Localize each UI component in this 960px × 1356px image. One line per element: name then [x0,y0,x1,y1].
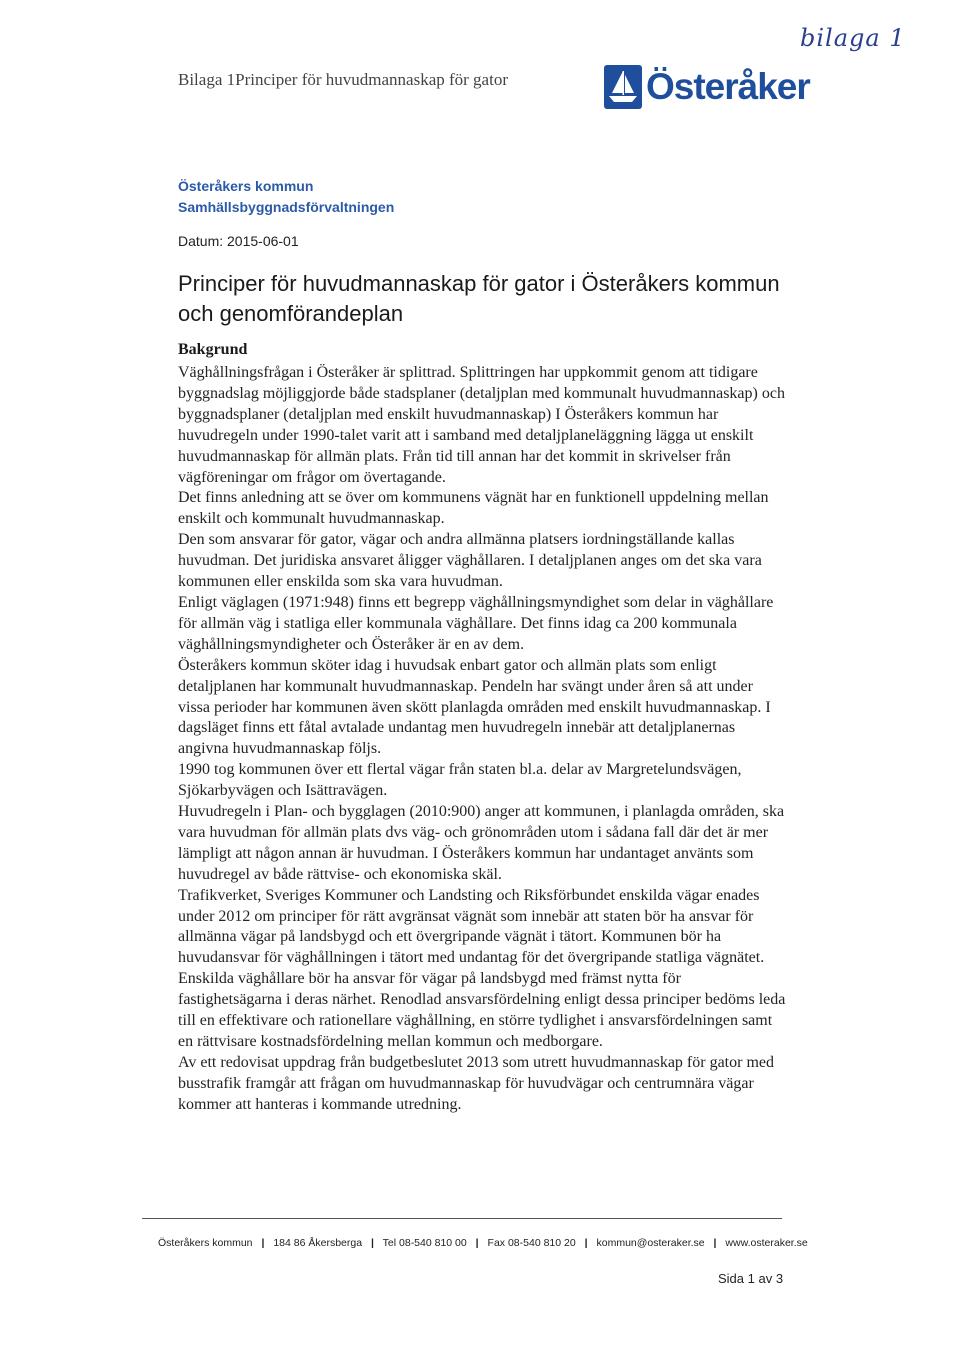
footer-org: Österåkers kommun [158,1237,253,1249]
footer-phone: Tel 08-540 810 00 [382,1237,467,1249]
footer-divider [142,1218,782,1219]
paragraph: Väghållningsfrågan i Österåker är splittrad. Splittringen har uppkommit genom att tidigare byggnadslag möjliggjorde både stadsplaner (detaljplan med kommunalt huvudmannaskap) och byggnadsplaner (detaljplan med enskilt huvudmannaskap) I Österåkers kommun har huvudregeln under 1990-talet varit att i samband med detaljplaneläggning lägga ut enskilt huvudmannaskap för allmän plats. Från tid till annan har det kommit in skrivelser från vägföreningar om frågor om övertagande. [178,364,785,486]
logo-wordmark: Österåker [646,66,810,107]
document-header-label: Bilaga 1Principer för huvudmannaskap för gator [178,70,508,89]
footer-contact [158,1237,808,1249]
handwritten-annotation: bilaga 1 [800,24,906,52]
osteraker-logo [604,64,810,110]
footer-email-link[interactable]: kommun@osteraker.se [596,1237,705,1249]
organization-block [178,176,394,218]
section-heading: Bakgrund [178,341,248,358]
org-name: Österåkers kommun [178,178,314,194]
document-title: Principer för huvudmannaskap för gator i Österåkers kommun och genomförandeplan [178,271,780,326]
paragraph: Österåkers kommun sköter idag i huvudsak enbart gator och allmän plats som enligt detaljplanen har kommunalt huvudmannaskap. Pendeln har svängt under åren så att under vissa perioder har kommunen även skött planlagda områden med enskilt huvudmannaskap. I dagsläget finns ett fåtal avtalade undantag men huvudregeln innebär att detaljplanernas angivna huvudmannaskap följs. [178,656,771,758]
footer-address: 184 86 Åkersberga [273,1237,363,1249]
paragraph: Enligt väglagen (1971:948) finns ett begrepp väghållningsmyndighet som delar in väghållare för allmän väg i statliga eller kommunala väghållare. Det finns idag ca 200 kommunala väghållningsmyndigheter och Österåker är en av dem. [178,593,774,653]
paragraph: Av ett redovisat uppdrag från budgetbeslutet 2013 som utrett huvudmannaskap för gator med busstrafik framgår att frågan om huvudmannaskap för huvudvägar och centrumnära vägar kommer att hanteras i kommande utredning. [178,1053,774,1113]
footer-separator: | [370,1237,374,1249]
document-date: Datum: 2015-06-01 [178,233,299,249]
footer-separator: | [261,1237,265,1249]
body-text [178,363,788,1116]
paragraph: Det finns anledning att se över om kommunens vägnät har en funktionell uppdelning mellan enskilt och kommunalt huvudmannaskap. [178,489,769,528]
org-department: Samhällsbyggnadsförvaltningen [178,199,395,215]
footer-separator: | [584,1237,588,1249]
paragraph: 1990 tog kommunen över ett flertal vägar från staten bl.a. delar av Margretelundsvägen, Sjökarbyvägen och Isättravägen. [178,761,742,800]
paragraph: Huvudregeln i Plan- och bygglagen (2010:900) anger att kommunen, i planlagda områden, ska vara huvudman för allmän plats dvs väg- och grönområden utom i sådana fall där det är mer lämpligt att någon annan är huvudman. I Österåkers kommun har undantaget använts som huvudregel av både rättvise- och ekonomiska skäl. [178,803,785,883]
footer-fax: Fax 08-540 810 20 [487,1237,576,1249]
paragraph: Den som ansvarar för gator, vägar och andra allmänna platsers iordningställande kallas huvudman. Det juridiska ansvaret åligger väghållaren. I detaljplanen anges om det ska vara kommunen eller enskilda som ska vara huvudman. [178,531,762,591]
footer-separator: | [475,1237,479,1249]
footer-website-link[interactable]: www.osteraker.se [725,1237,808,1249]
footer-separator: | [713,1237,717,1249]
boat-emblem-icon [604,65,642,109]
paragraph: Trafikverket, Sveriges Kommuner och Landsting och Riksförbundet enskilda vägar enades under 2012 om principer för rätt avgränsat vägnät som innebär att staten bör ha ansvar för allmänna vägar på landsbygd och ett övergripande vägnät i tätort. Kommunen bör ha huvudansvar för väghållningen i tätort med undantag för det övergripande statliga vägnätet. Enskilda väghållare bör ha ansvar för vägar på landsbygd med främst nytta för fastighetsägarna i deras närhet. Renodlad ansvarsfördelning enligt dessa principer bedöms leda till en effektivare och rationellare väghållning, en större tydlighet i ansvarsfördelningen samt en rättvisare kostnadsfördelning mellan kommun och medborgare. [178,886,786,1050]
page-number: Sida 1 av 3 [718,1271,784,1286]
